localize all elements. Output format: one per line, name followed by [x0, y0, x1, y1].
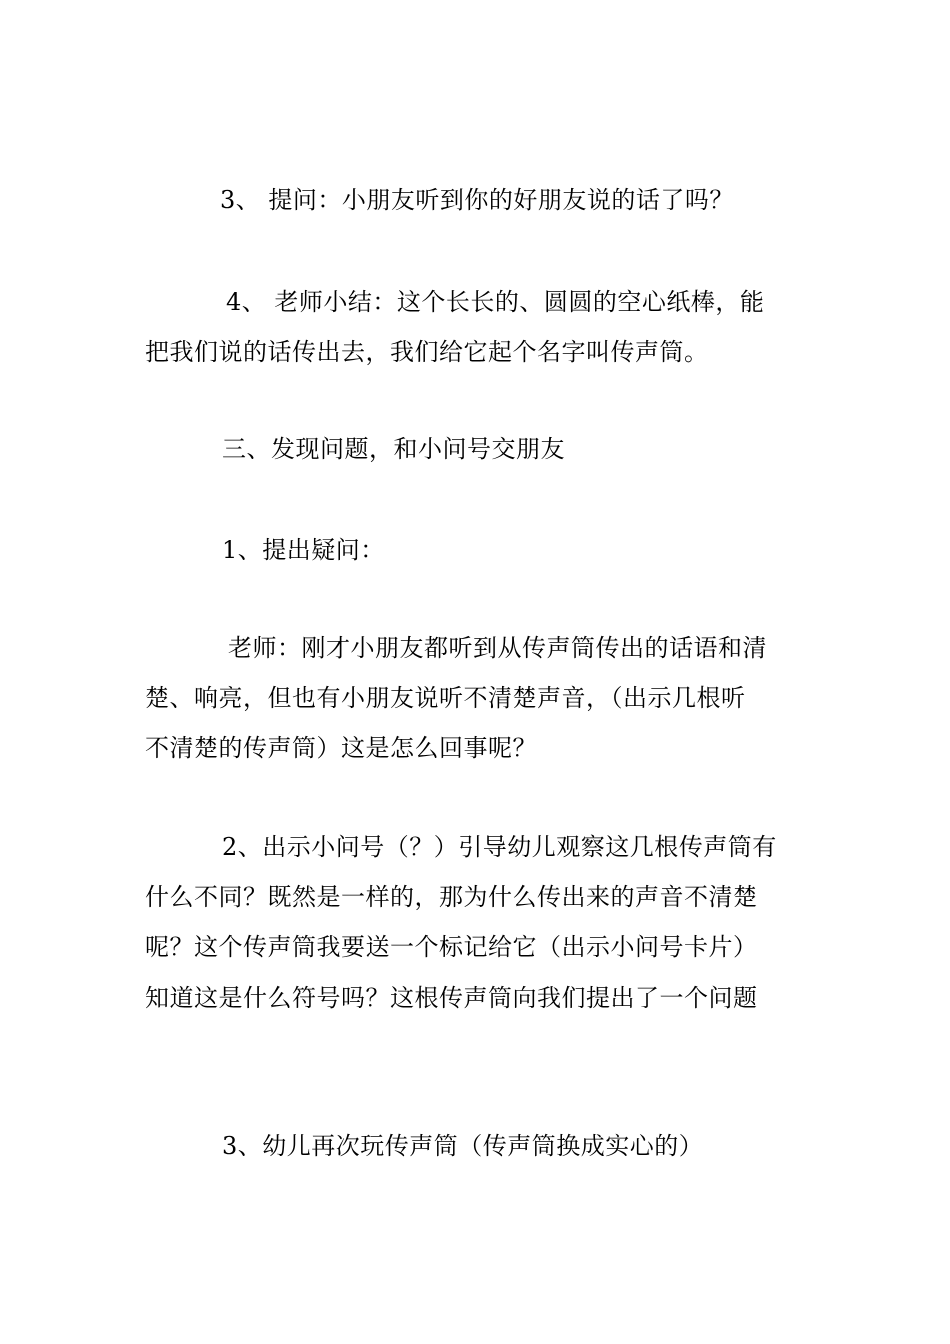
subitem-2-line-4: 知道这是什么符号吗？这根传声筒向我们提出了一个问题: [145, 984, 758, 1012]
subitem-2-line-3: 呢？这个传声筒我要送一个标记给它（出示小问号卡片）: [145, 933, 758, 961]
subitem-2-line-1: 2、出示小问号（？）引导幼儿观察这几根传声筒有: [222, 833, 777, 861]
subitem-3-heading: 3、幼儿再次玩传声筒（传声筒换成实心的）: [222, 1132, 704, 1160]
subitem-1-heading: 1、提出疑问：: [222, 536, 385, 564]
item-4-summary-line-1: 4、 老师小结：这个长长的、圆圆的空心纸棒，能: [226, 288, 765, 316]
teacher-paragraph-line-3: 不清楚的传声筒）这是怎么回事呢？: [145, 734, 537, 762]
teacher-paragraph-line-2: 楚、响亮，但也有小朋友说听不清楚声音，（出示几根听: [145, 684, 746, 712]
item-4-summary-line-2: 把我们说的话传出去，我们给它起个名字叫传声筒。: [145, 338, 709, 366]
item-3-question: 3、 提问：小朋友听到你的好朋友说的话了吗？: [220, 186, 734, 214]
subitem-2-line-2: 什么不同？既然是一样的，那为什么传出来的声音不清楚: [145, 883, 758, 911]
teacher-paragraph-line-1: 老师：刚才小朋友都听到从传声筒传出的话语和清: [228, 634, 767, 662]
section-3-heading: 三、发现问题，和小问号交朋友: [222, 435, 565, 463]
